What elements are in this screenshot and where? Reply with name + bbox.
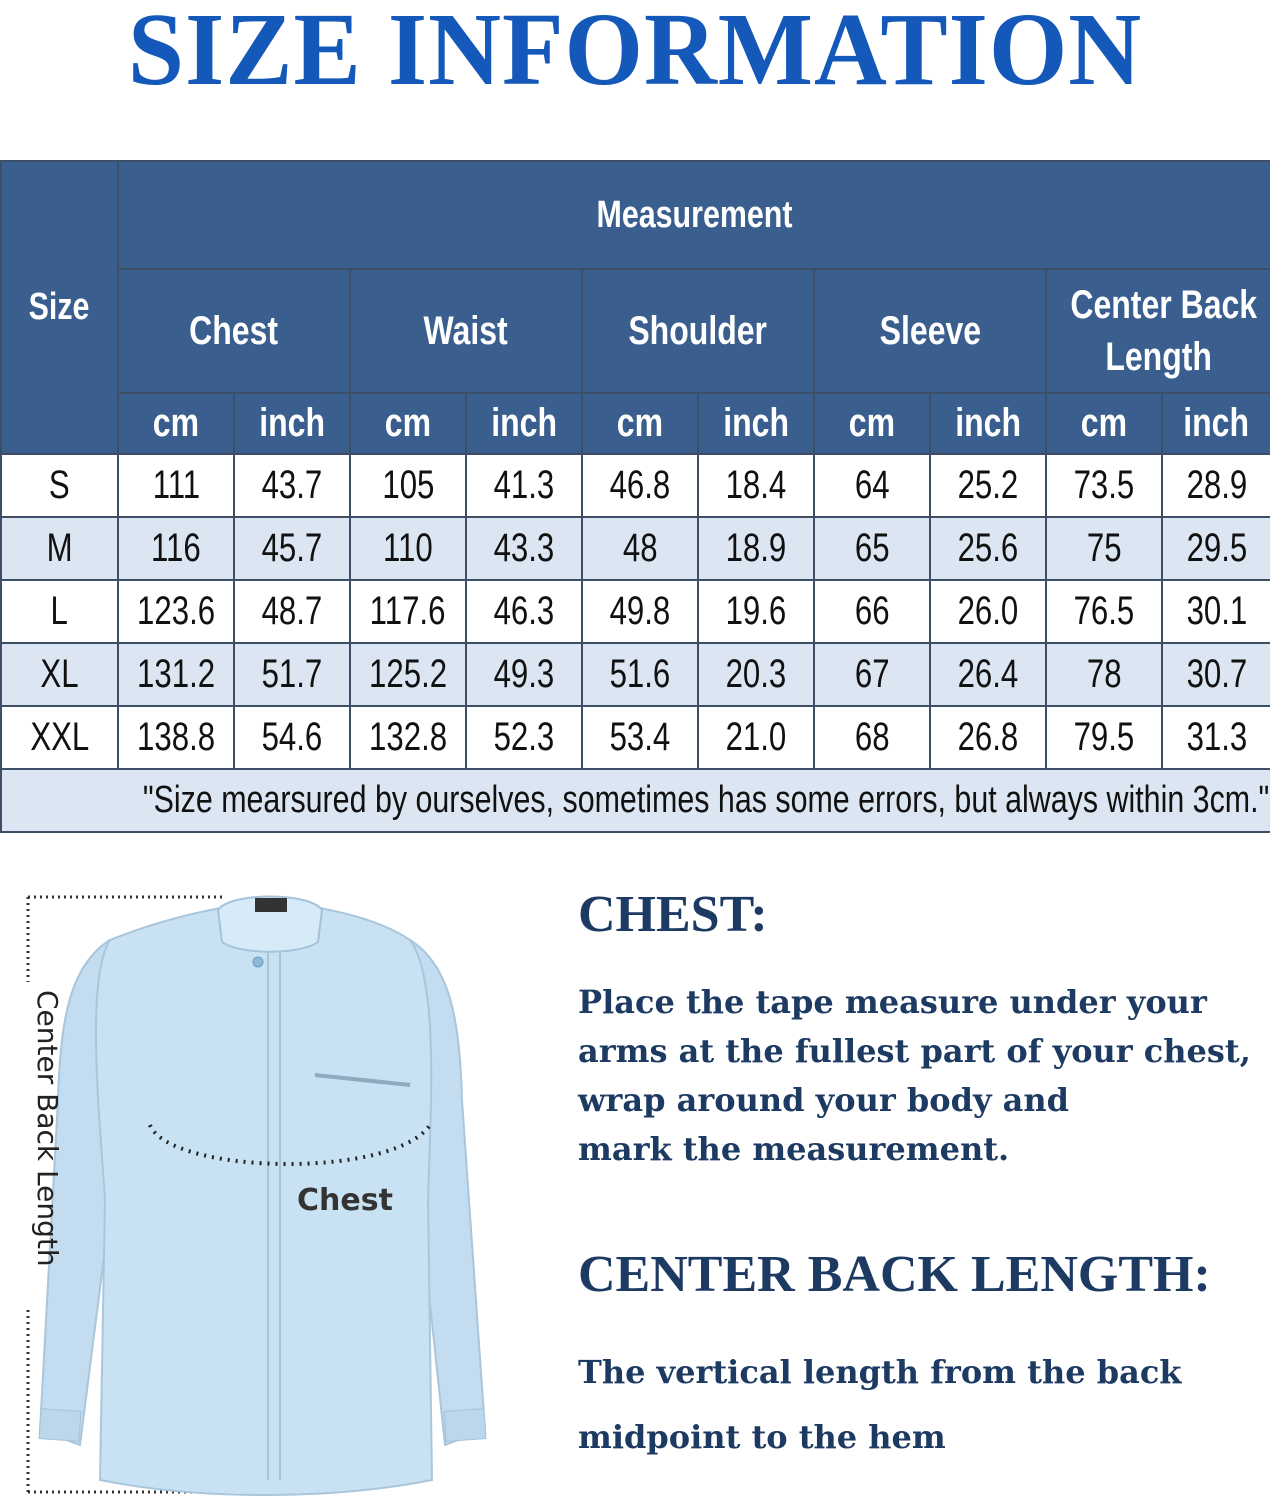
cbl-heading: CENTER BACK LENGTH:	[578, 1246, 1211, 1303]
svg-text:Center Back Length: Center Back Length	[31, 990, 64, 1267]
table-row	[1, 643, 1270, 706]
size-cell: M	[1, 517, 118, 580]
value-cell: 19.6	[698, 580, 814, 643]
size-header: Size	[1, 161, 118, 454]
size-chart-table	[0, 160, 1270, 833]
value-cell: 51.7	[234, 643, 350, 706]
measurement-header: Measurement	[118, 161, 1270, 269]
value-cell: 75	[1046, 517, 1162, 580]
value-cell: 20.3	[698, 643, 814, 706]
value-cell: 78	[1046, 643, 1162, 706]
size-cell: XL	[1, 643, 118, 706]
value-cell: 65	[814, 517, 930, 580]
value-cell: 52.3	[466, 706, 582, 769]
value-cell: 131.2	[118, 643, 234, 706]
value-cell: 46.8	[582, 454, 698, 517]
table-row	[1, 580, 1270, 643]
value-cell: 45.7	[234, 517, 350, 580]
size-cell: L	[1, 580, 118, 643]
value-cell: 48	[582, 517, 698, 580]
value-cell: 25.6	[930, 517, 1046, 580]
value-cell: 110	[350, 517, 466, 580]
value-cell: 49.8	[582, 580, 698, 643]
value-cell: 48.7	[234, 580, 350, 643]
value-cell: 21.0	[698, 706, 814, 769]
value-cell: 67	[814, 643, 930, 706]
value-cell: 66	[814, 580, 930, 643]
cbl-instructions: The vertical length from the back midpoint to the hem	[578, 1353, 1182, 1456]
value-cell: 43.3	[466, 517, 582, 580]
value-cell: 132.8	[350, 706, 466, 769]
value-cell: 64	[814, 454, 930, 517]
shoulder-header: Shoulder	[582, 269, 814, 393]
value-cell: 25.2	[930, 454, 1046, 517]
value-cell: 43.7	[234, 454, 350, 517]
value-cell: 53.4	[582, 706, 698, 769]
value-cell: 26.4	[930, 643, 1046, 706]
waist-header: Waist	[350, 269, 582, 393]
value-cell: 30.7	[1162, 643, 1270, 706]
brand-tag	[255, 898, 287, 912]
size-cell: XXL	[1, 706, 118, 769]
value-cell: 117.6	[350, 580, 466, 643]
unit-inch-header: inch	[930, 393, 1046, 454]
value-cell: 79.5	[1046, 706, 1162, 769]
value-cell: 18.9	[698, 517, 814, 580]
value-cell: 138.8	[118, 706, 234, 769]
value-cell: 49.3	[466, 643, 582, 706]
value-cell: 18.4	[698, 454, 814, 517]
sleeve-header: Sleeve	[814, 269, 1046, 393]
table-row	[1, 517, 1270, 580]
unit-cm-header: cm	[350, 393, 466, 454]
value-cell: 68	[814, 706, 930, 769]
value-cell: 54.6	[234, 706, 350, 769]
value-cell: 31.3	[1162, 706, 1270, 769]
unit-inch-header: inch	[1162, 393, 1270, 454]
size-cell: S	[1, 454, 118, 517]
chest-header: Chest	[118, 269, 350, 393]
table-row	[1, 706, 1270, 769]
unit-inch-header: inch	[234, 393, 350, 454]
chest-label: Chest	[297, 1183, 393, 1218]
value-cell: 51.6	[582, 643, 698, 706]
value-cell: 73.5	[1046, 454, 1162, 517]
page-title: SIZE INFORMATION	[127, 0, 1143, 107]
value-cell: 26.8	[930, 706, 1046, 769]
unit-cm-header: cm	[118, 393, 234, 454]
unit-inch-header: inch	[698, 393, 814, 454]
chest-instructions: Place the tape measure under your arms at the fullest part of your chest, wrap around your body and mark the measurement.	[578, 983, 1251, 1168]
unit-cm-header: cm	[582, 393, 698, 454]
table-row	[1, 454, 1270, 517]
value-cell: 29.5	[1162, 517, 1270, 580]
value-cell: 28.9	[1162, 454, 1270, 517]
value-cell: 41.3	[466, 454, 582, 517]
center-back-length-header: Center Back Length	[1046, 269, 1270, 393]
value-cell: 111	[118, 454, 234, 517]
chest-heading: CHEST:	[578, 886, 768, 943]
value-cell: 46.3	[466, 580, 582, 643]
shirt-diagram	[0, 870, 520, 1500]
value-cell: 30.1	[1162, 580, 1270, 643]
value-cell: 76.5	[1046, 580, 1162, 643]
size-note: "Size mearsured by ourselves, sometimes has some errors, but always within 3cm."	[1, 769, 1270, 832]
unit-cm-header: cm	[1046, 393, 1162, 454]
value-cell: 105	[350, 454, 466, 517]
unit-cm-header: cm	[814, 393, 930, 454]
value-cell: 125.2	[350, 643, 466, 706]
center-back-length-label	[10, 990, 70, 1320]
unit-inch-header: inch	[466, 393, 582, 454]
value-cell: 116	[118, 517, 234, 580]
value-cell: 123.6	[118, 580, 234, 643]
value-cell: 26.0	[930, 580, 1046, 643]
collar-button	[253, 957, 263, 967]
